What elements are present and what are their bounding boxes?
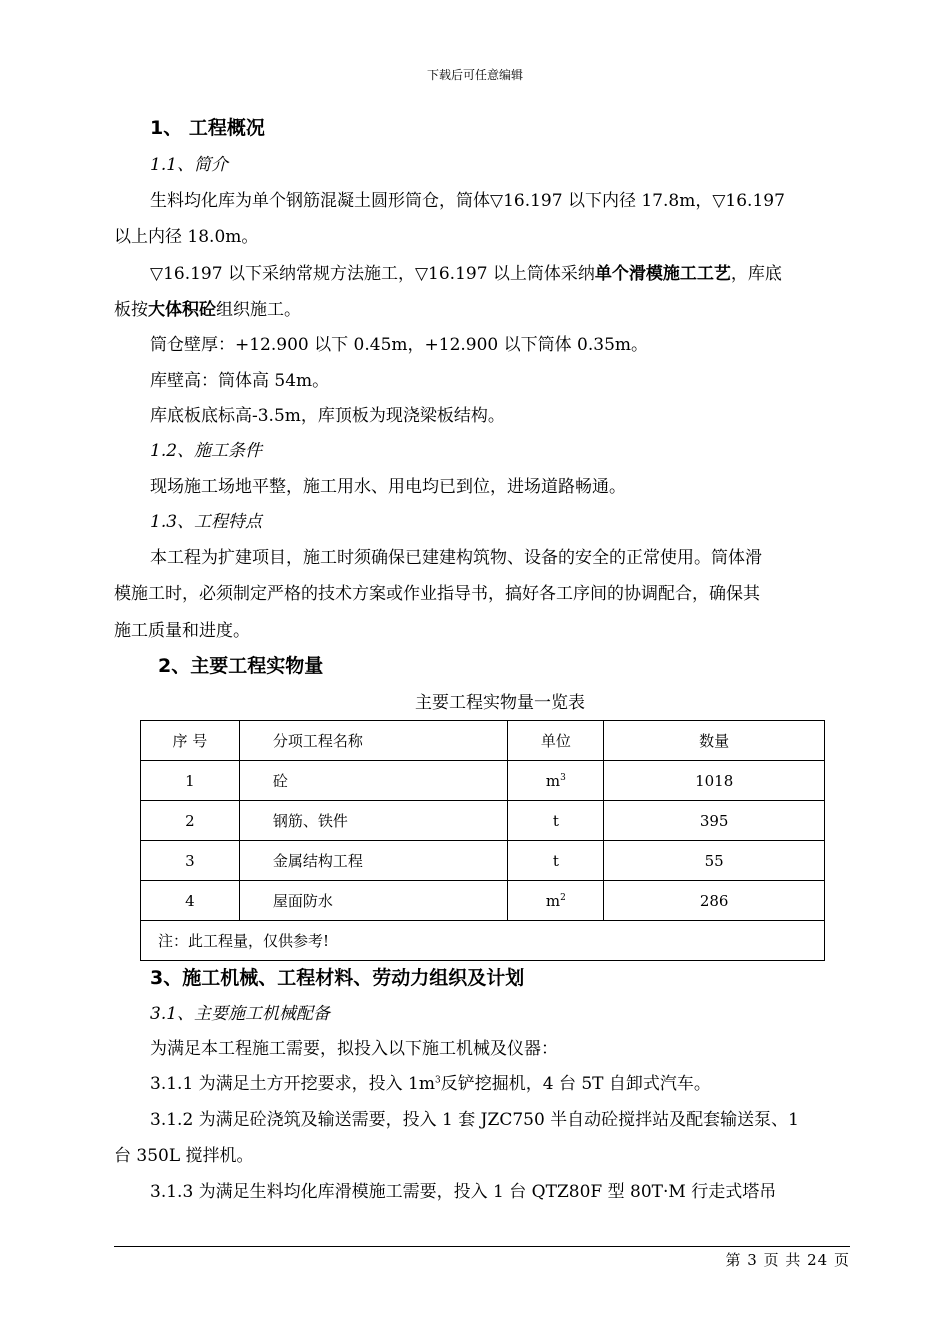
paragraph: 本工程为扩建项目，施工时须确保已建建构筑物、设备的安全的正常使用。筒体滑 bbox=[150, 548, 762, 568]
unit-exponent: 3 bbox=[560, 772, 566, 783]
quantity: 55 bbox=[604, 841, 825, 881]
text-run: ▽16.197 以下采纳常规方法施工，▽16.197 以上筒体采纳 bbox=[150, 264, 595, 284]
paragraph: 现场施工场地平整，施工用水、用电均已到位，进场道路畅通。 bbox=[150, 477, 626, 497]
paragraph: 台 350L 搅拌机。 bbox=[114, 1146, 254, 1166]
header-cell: 分项工程名称 bbox=[239, 721, 508, 761]
footer-divider bbox=[114, 1246, 850, 1247]
header-note: 下载后可任意编辑 bbox=[426, 68, 523, 82]
paragraph bbox=[150, 1069, 711, 1094]
unit-base: t bbox=[552, 811, 559, 830]
section-1-2-heading: 1.2、施工条件 bbox=[150, 441, 263, 461]
unit bbox=[508, 881, 604, 921]
table-header-row bbox=[141, 721, 825, 761]
table-row bbox=[141, 841, 825, 881]
quantity: 1018 bbox=[604, 761, 825, 801]
table-title: 主要工程实物量一览表 bbox=[415, 693, 585, 713]
text-run: ，库底 bbox=[730, 264, 782, 284]
section-2-heading: 2、主要工程实物量 bbox=[158, 655, 324, 677]
page-number: 第 3 页 共 24 页 bbox=[725, 1251, 850, 1269]
section-1-1-heading: 1.1、简介 bbox=[150, 155, 229, 175]
text-run: 反铲挖掘机，4 台 5T 自卸式汽车。 bbox=[440, 1074, 711, 1094]
paragraph: 库壁高：筒体高 54m。 bbox=[150, 371, 330, 391]
item-name: 砼 bbox=[239, 761, 508, 801]
section-1-heading: 1、 工程概况 bbox=[150, 117, 265, 139]
text-run: 3.1.1 为满足土方开挖要求，投入 1m bbox=[150, 1074, 435, 1094]
paragraph: 施工质量和进度。 bbox=[114, 621, 250, 641]
row-number: 2 bbox=[141, 801, 240, 841]
item-name: 钢筋、铁件 bbox=[239, 801, 508, 841]
paragraph: 筒仓壁厚：+12.900 以下 0.45m，+12.900 以下筒体 0.35m。 bbox=[150, 335, 649, 355]
paragraph bbox=[150, 259, 782, 284]
unit bbox=[508, 841, 604, 881]
header-cell: 序 号 bbox=[141, 721, 240, 761]
paragraph: 为满足本工程施工需要，拟投入以下施工机械及仪器： bbox=[150, 1039, 558, 1059]
section-3-heading: 3、施工机械、工程材料、劳动力组织及计划 bbox=[150, 967, 525, 989]
unit bbox=[508, 761, 604, 801]
table-row bbox=[141, 801, 825, 841]
paragraph: 生料均化库为单个钢筋混凝土圆形筒仓，筒体▽16.197 以下内径 17.8m，▽16.197 bbox=[150, 191, 785, 211]
paragraph bbox=[114, 295, 301, 320]
text-run: 板按 bbox=[114, 300, 148, 320]
unit-exponent: 2 bbox=[560, 892, 566, 903]
unit-exponent: 3 bbox=[435, 1075, 441, 1086]
item-name: 金属结构工程 bbox=[239, 841, 508, 881]
table-row bbox=[141, 761, 825, 801]
table-note-row bbox=[141, 921, 825, 961]
section-3-1-heading: 3.1、主要施工机械配备 bbox=[150, 1004, 331, 1024]
quantity: 286 bbox=[604, 881, 825, 921]
row-number: 3 bbox=[141, 841, 240, 881]
bold-text: 单个滑模施工工艺 bbox=[594, 264, 731, 284]
quantity: 395 bbox=[604, 801, 825, 841]
unit bbox=[508, 801, 604, 841]
table-note: 注：此工程量，仅供参考! bbox=[141, 921, 825, 961]
section-1-3-heading: 1.3、工程特点 bbox=[150, 512, 263, 532]
text-run: 组织施工。 bbox=[216, 300, 301, 320]
row-number: 4 bbox=[141, 881, 240, 921]
paragraph: 库底板底标高-3.5m，库顶板为现浇梁板结构。 bbox=[150, 406, 505, 426]
header-cell: 数量 bbox=[604, 721, 825, 761]
unit-base: m bbox=[545, 891, 561, 910]
paragraph: 3.1.3 为满足生料均化库滑模施工需要，投入 1 台 QTZ80F 型 80T·M 行走式塔吊 bbox=[150, 1182, 777, 1202]
paragraph: 3.1.2 为满足砼浇筑及输送需要，投入 1 套 JZC750 半自动砼搅拌站及配套输送泵、1 bbox=[150, 1110, 799, 1130]
unit-base: t bbox=[552, 851, 559, 870]
unit-base: m bbox=[545, 771, 561, 790]
row-number: 1 bbox=[141, 761, 240, 801]
item-name: 屋面防水 bbox=[239, 881, 508, 921]
header-cell: 单位 bbox=[508, 721, 604, 761]
quantity-table bbox=[140, 720, 825, 961]
bold-text: 大体积砼 bbox=[148, 300, 216, 320]
paragraph: 模施工时，必须制定严格的技术方案或作业指导书，搞好各工序间的协调配合，确保其 bbox=[114, 584, 760, 604]
paragraph: 以上内径 18.0m。 bbox=[114, 227, 259, 247]
table-row bbox=[141, 881, 825, 921]
